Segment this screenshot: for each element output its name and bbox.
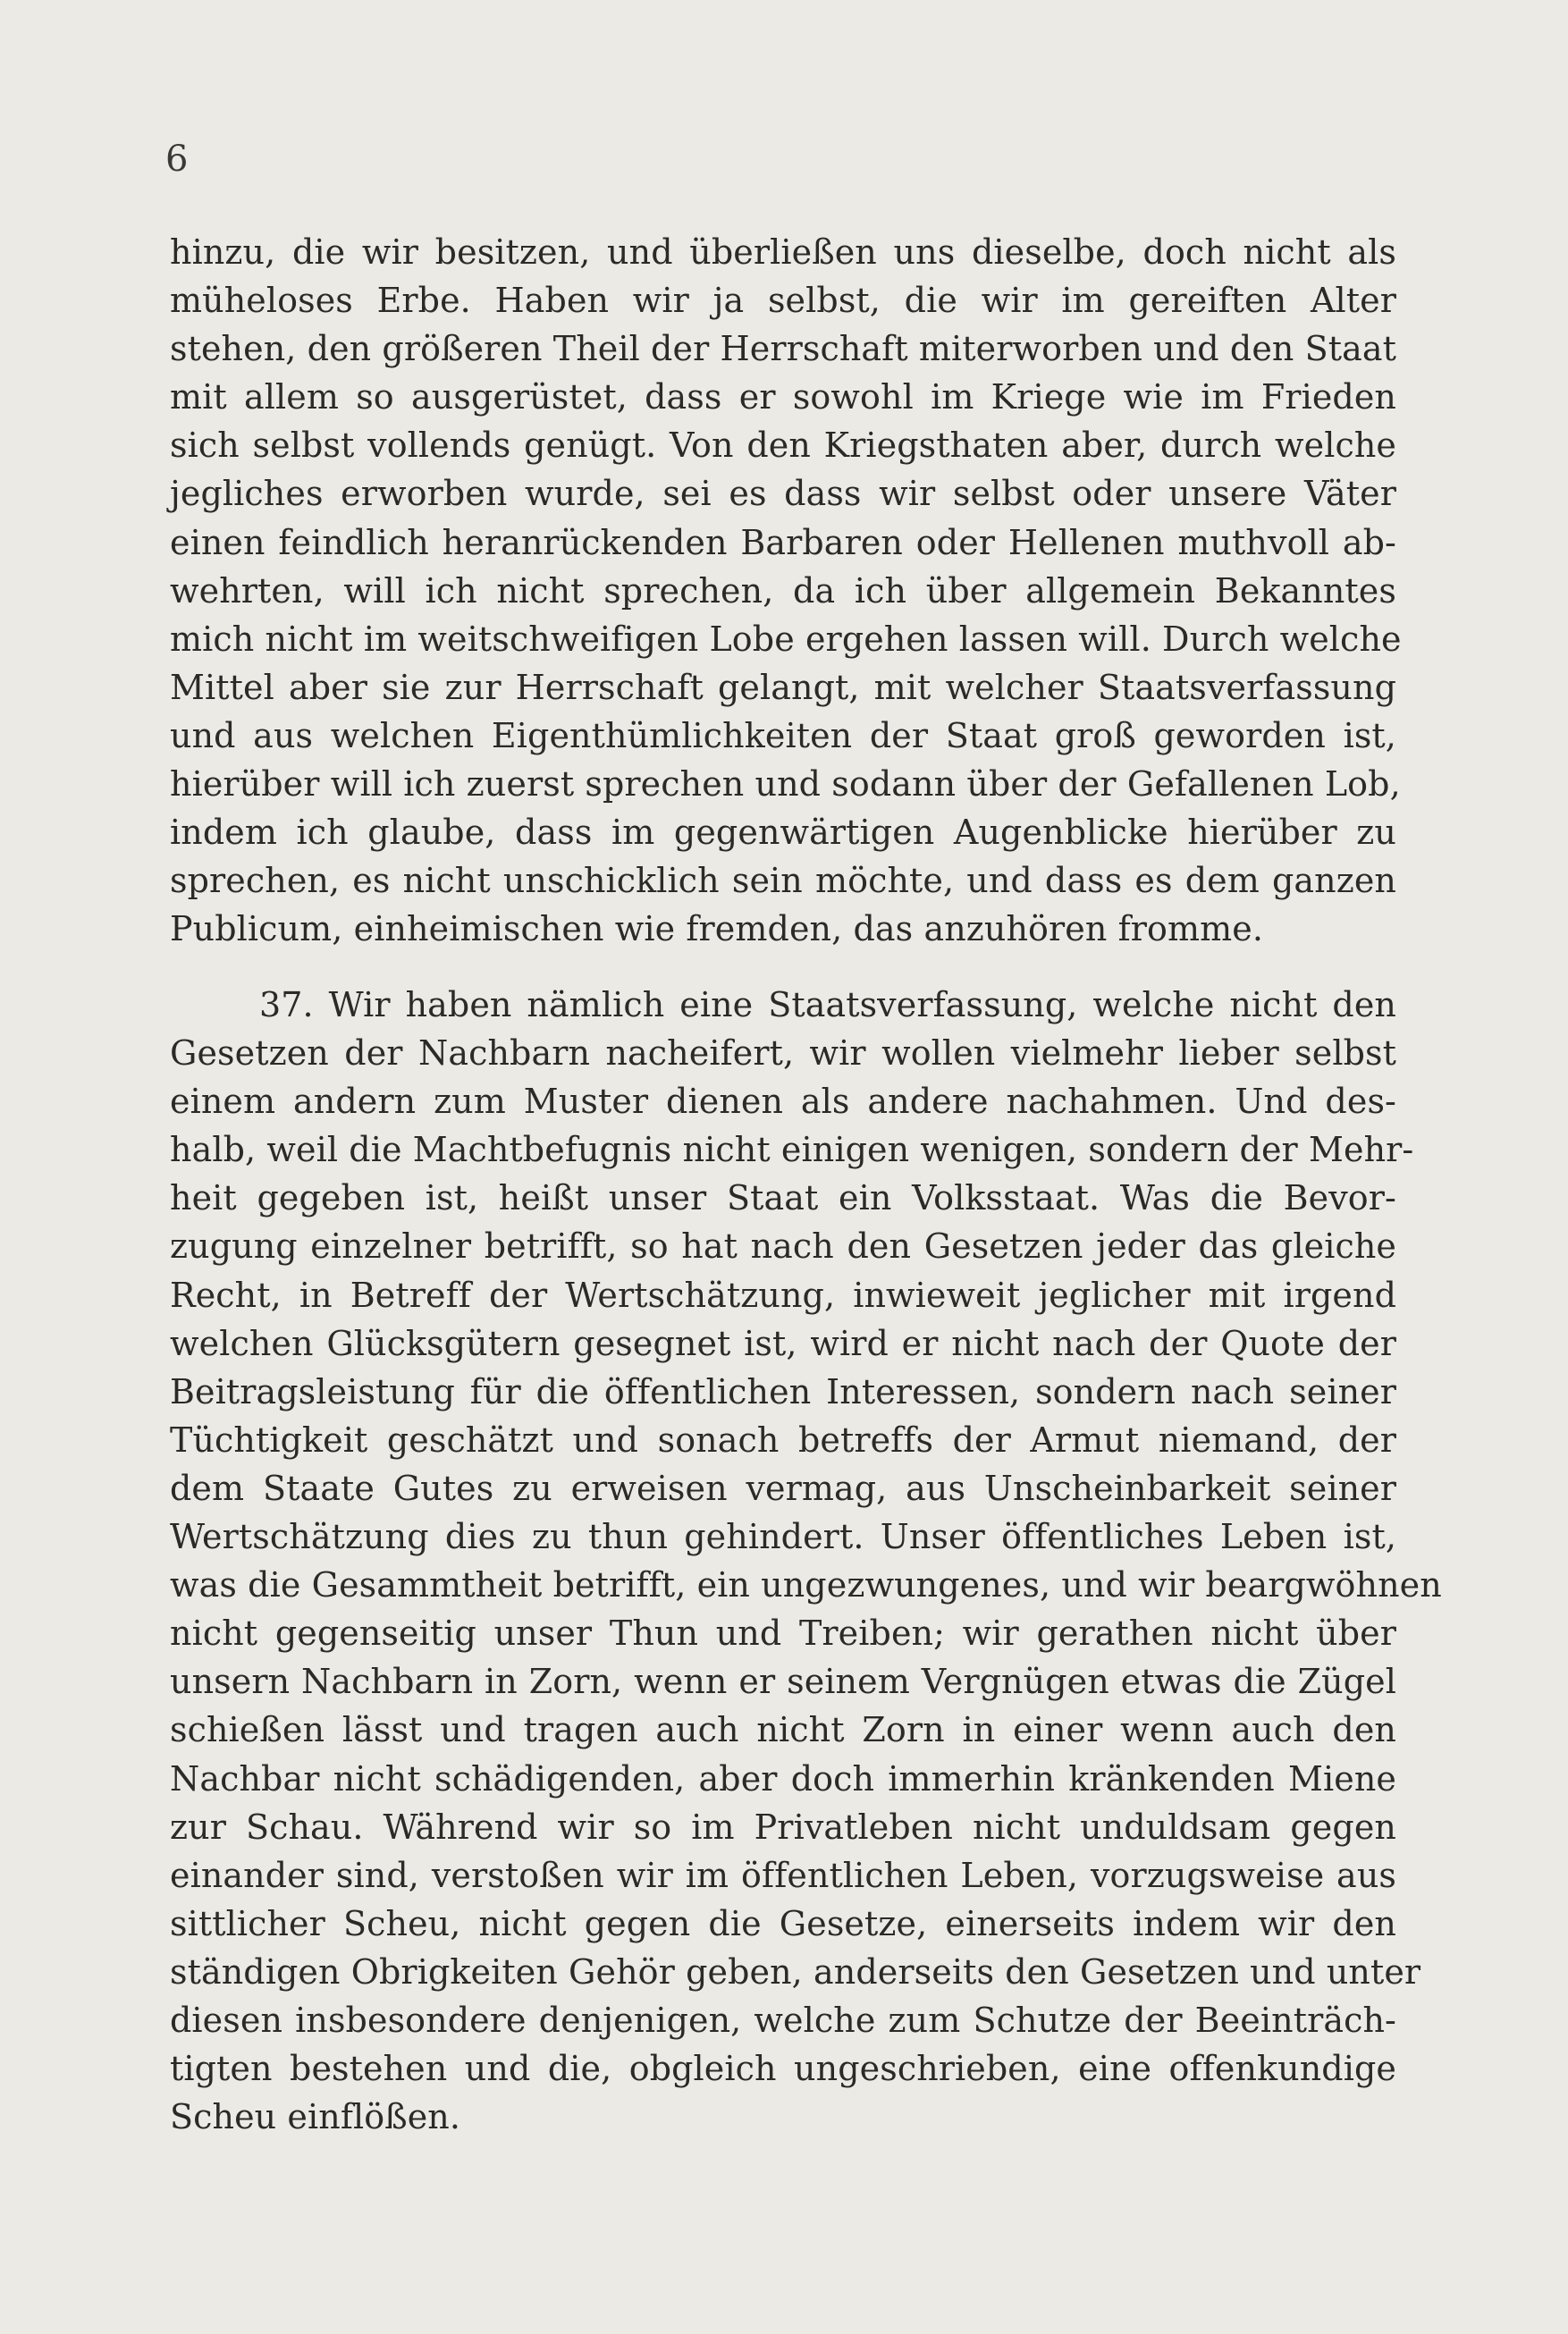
text-line: diesen insbesondere denjenigen, welche zum Schutze der Beeinträch- <box>170 2000 1396 2040</box>
text-line: Gesetzen der Nachbarn nacheifert, wir wollen vielmehr lieber selbst <box>170 1033 1396 1074</box>
text-line: heit gegeben ist, heißt unser Staat ein Volksstaat. Was die Bevor- <box>170 1178 1396 1218</box>
text-line: müheloses Erbe. Haben wir ja selbst, die wir im gereiften Alter <box>170 281 1396 321</box>
text-line: Scheu einflößen. <box>170 2097 461 2137</box>
text-line: Wertschätzung dies zu thun gehindert. Unser öffentliches Leben ist, <box>170 1517 1396 1557</box>
page-number: 6 <box>165 139 189 180</box>
text-line: dem Staate Gutes zu erweisen vermag, aus Unscheinbarkeit seiner <box>170 1468 1396 1508</box>
text-line: wehrten, will ich nicht sprechen, da ich über allgemein Bekanntes <box>170 570 1396 611</box>
text-line: zur Schau. Während wir so im Privatleben nicht unduldsam gegen <box>170 1807 1396 1847</box>
paragraph-1 <box>170 228 1402 953</box>
text-line: sittlicher Scheu, nicht gegen die Gesetze, einerseits indem wir den <box>170 1903 1396 1943</box>
text-line: einen feindlich heranrückenden Barbaren oder Hellenen muthvoll ab- <box>170 522 1396 562</box>
paragraph-2-section-37 <box>170 981 1442 2141</box>
text-line: indem ich glaube, dass im gegenwärtigen Augenblicke hierüber zu <box>170 813 1396 853</box>
text-line: und aus welchen Eigenthümlichkeiten der Staat groß geworden ist, <box>170 715 1396 755</box>
text-line: Mittel aber sie zur Herrschaft gelangt, mit welcher Staatsverfassung <box>170 667 1396 707</box>
text-line: Nachbar nicht schädigenden, aber doch immerhin kränkenden Miene <box>170 1758 1396 1799</box>
text-line: zugung einzelner betrifft, so hat nach den Gesetzen jeder das gleiche <box>170 1226 1396 1267</box>
text-line: Publicum, einheimischen wie fremden, das anzuhören fromme. <box>170 909 1264 949</box>
text-line: hinzu, die wir besitzen, und überließen uns dieselbe, doch nicht als <box>170 232 1396 272</box>
text-line: hierüber will ich zuerst sprechen und sodann über der Gefallenen Lob, <box>170 764 1401 805</box>
text-line: sich selbst vollends genügt. Von den Kriegsthaten aber, durch welche <box>170 426 1396 466</box>
text-line: schießen lässt und tragen auch nicht Zorn in einer wenn auch den <box>170 1710 1396 1750</box>
text-line: Tüchtigkeit geschätzt und sonach betreffs der Armut niemand, der <box>170 1420 1396 1460</box>
text-line: sprechen, es nicht unschicklich sein möchte, und dass es dem ganzen <box>170 861 1396 901</box>
text-line: unsern Nachbarn in Zorn, wenn er seinem Vergnügen etwas die Zügel <box>170 1662 1396 1702</box>
text-line: Recht, in Betreff der Wertschätzung, inwieweit jeglicher mit irgend <box>170 1275 1396 1315</box>
text-line: tigten bestehen und die, obgleich ungeschrieben, eine offenkundige <box>170 2049 1396 2089</box>
text-line: 37. Wir haben nämlich eine Staatsverfassung, welche nicht den <box>259 985 1396 1024</box>
text-line: nicht gegenseitig unser Thun und Treiben; wir gerathen nicht über <box>170 1614 1396 1654</box>
text-line: stehen, den größeren Theil der Herrschaft miterworben und den Staat <box>170 329 1397 369</box>
text-line: mit allem so ausgerüstet, dass er sowohl im Kriege wie im Frieden <box>170 377 1396 417</box>
text-line: einander sind, verstoßen wir im öffentlichen Leben, vorzugsweise aus <box>170 1855 1396 1895</box>
text-line: mich nicht im weitschweifigen Lobe ergehen lassen will. Durch welche <box>170 619 1402 659</box>
text-line: halb, weil die Machtbefugnis nicht einigen wenigen, sondern der Mehr- <box>170 1130 1414 1170</box>
text-line: ständigen Obrigkeiten Gehör geben, anderseits den Gesetzen und unter <box>170 1951 1421 1992</box>
text-line: jegliches erworben wurde, sei es dass wir selbst oder unsere Väter <box>170 474 1396 514</box>
text-line: was die Gesammtheit betrifft, ein ungezwungenes, und wir beargwöhnen <box>170 1565 1442 1605</box>
text-line: einem andern zum Muster dienen als andere nachahmen. Und des- <box>170 1082 1396 1122</box>
text-line: Beitragsleistung für die öffentlichen Interessen, sondern nach seiner <box>170 1371 1396 1411</box>
text-line: welchen Glücksgütern gesegnet ist, wird er nicht nach der Quote der <box>170 1323 1396 1363</box>
